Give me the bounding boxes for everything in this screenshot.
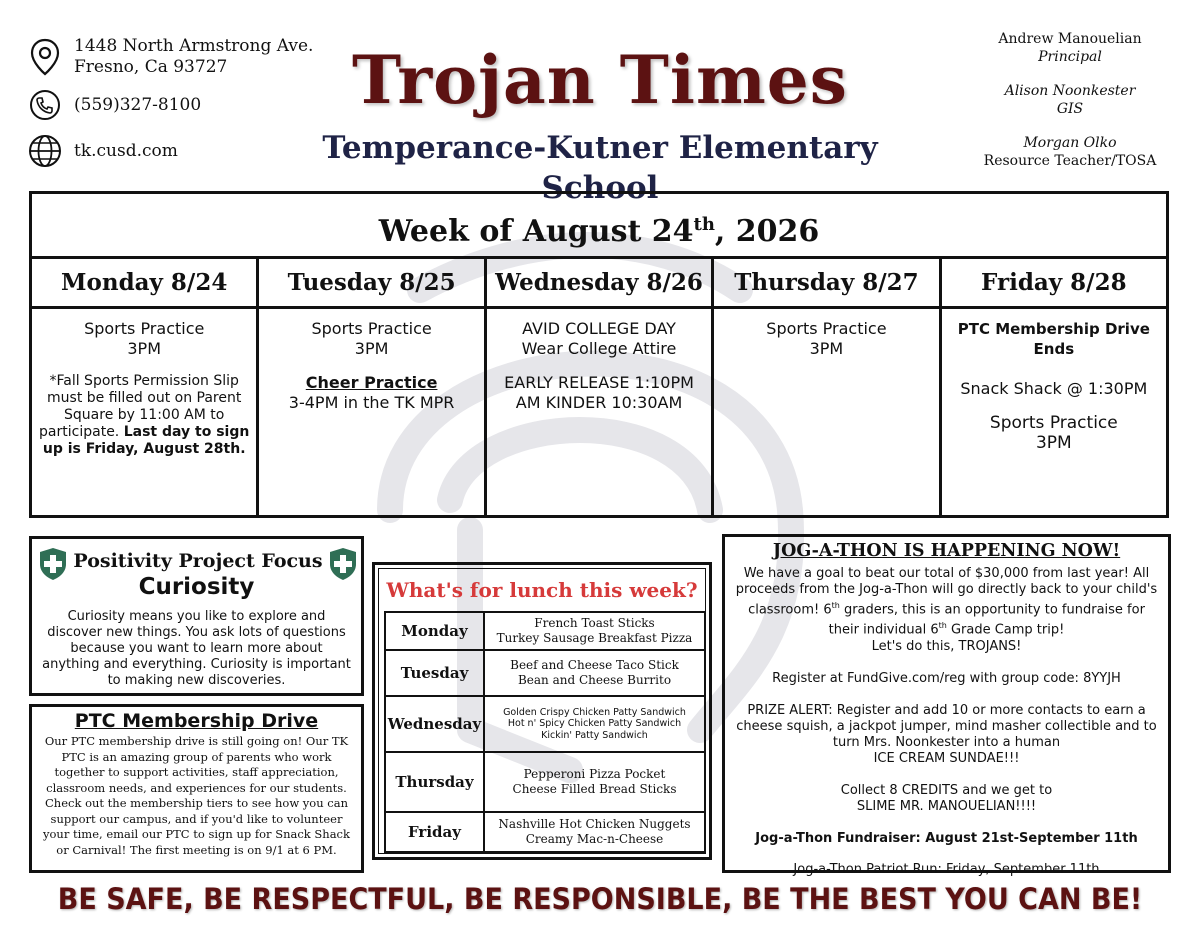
- lunch-day: Monday: [385, 612, 484, 650]
- week-calendar: [29, 191, 1169, 518]
- positivity-trait: Curiosity: [138, 574, 255, 600]
- lunch-item: Cheese Filled Bread Sticks: [512, 782, 677, 796]
- lunch-item: Hot n' Spicy Chicken Patty Sandwich: [507, 718, 682, 730]
- jog-p1-a: We have a goal to beat our total of $30,000 from last year! All proceeds from the Jog-a-Thon will go directly back to your child's classroom! 6: [735, 566, 1158, 618]
- lunch-items: [484, 696, 705, 752]
- phone-icon: [28, 88, 62, 122]
- phone-row: [28, 88, 201, 122]
- week-title: [32, 194, 1166, 259]
- lunch-item: French Toast Sticks: [534, 616, 655, 630]
- day-cell-tuesday: [259, 309, 486, 518]
- table-row: [385, 752, 705, 812]
- staff-name: Andrew Manouelian: [998, 31, 1142, 47]
- jog-credits-2: SLIME MR. MANOUELIAN!!!!: [856, 798, 1037, 814]
- jog-p1-sup: th: [938, 621, 947, 631]
- week-title-suffix: , 2026: [714, 214, 820, 249]
- day-cell-wednesday: [487, 309, 714, 518]
- jog-p1-c: Grade Camp trip!: [946, 622, 1065, 638]
- lunch-day: Wednesday: [385, 696, 484, 752]
- day-header-friday: Friday 8/28: [981, 269, 1127, 296]
- wednesday-line-4: AM KINDER 10:30AM: [515, 393, 683, 412]
- jog-register: Register at FundGive.com/reg with group code: 8YYJH: [772, 670, 1121, 686]
- positivity-project-box: [29, 536, 364, 696]
- table-row: [385, 696, 705, 752]
- address-line-2: Fresno, Ca 93727: [74, 57, 228, 77]
- friday-line-3: Sports Practice: [989, 413, 1118, 433]
- jog-patriot-run: Jog-a-Thon Patriot Run: Friday, September 11th: [793, 861, 1100, 877]
- jog-credits: Collect 8 CREDITS and we get to: [840, 782, 1053, 798]
- school-name: Temperance-Kutner Elementary School: [322, 130, 878, 206]
- monday-note-text: *Fall Sports Permission Slip must be filled out on Parent Square by 11:00 AM to participate.: [39, 373, 242, 440]
- lunch-items: [484, 812, 705, 852]
- globe-icon: [28, 134, 62, 168]
- staff-role: Resource Teacher/TOSA: [983, 153, 1157, 169]
- tuesday-event-title: Cheer Practice: [305, 373, 438, 392]
- tuesday-event-detail: 3-4PM in the TK MPR: [288, 393, 455, 412]
- table-row: [385, 612, 705, 650]
- jog-fundraiser-dates: Jog-a-Thon Fundraiser: August 21st-September 11th: [755, 830, 1138, 846]
- lunch-table: [384, 611, 706, 853]
- friday-line-2: Snack Shack @ 1:30PM: [960, 379, 1148, 398]
- lunch-item: Bean and Cheese Burrito: [517, 673, 672, 687]
- friday-line-1: PTC Membership Drive Ends: [957, 320, 1150, 358]
- lunch-heading: What's for lunch this week?: [386, 578, 698, 602]
- staff-role: Principal: [1038, 49, 1102, 65]
- positivity-body: Curiosity means you like to explore and discover new things. You ask lots of questions because you want to learn more about anything and everything. Curiosity is important to making new discoveries.: [42, 609, 351, 688]
- wednesday-line-3: EARLY RELEASE 1:10PM: [504, 373, 694, 392]
- lunch-item: Beef and Cheese Taco Stick: [510, 658, 679, 672]
- staff-list: [970, 30, 1170, 186]
- thursday-line-1: Sports Practice: [766, 319, 887, 338]
- day-header-wednesday: Wednesday 8/26: [487, 259, 714, 306]
- lunch-item: Creamy Mac-n-Cheese: [525, 832, 664, 846]
- jog-p1-d: Let's do this, TROJANS!: [871, 638, 1022, 654]
- lunch-day: Thursday: [385, 752, 484, 812]
- jog-heading: JOG-A-THON IS HAPPENING NOW!: [772, 541, 1121, 561]
- table-row: [385, 812, 705, 852]
- tuesday-line-1: Sports Practice: [311, 319, 432, 338]
- lunch-item: Kickin' Patty Sandwich: [541, 729, 648, 741]
- footer-motto: BE SAFE, BE RESPECTFUL, BE RESPONSIBLE, BE THE BEST YOU CAN BE!: [57, 882, 1143, 917]
- tuesday-line-2: 3PM: [354, 339, 389, 358]
- day-header-monday: Monday 8/24: [32, 259, 259, 306]
- monday-line-1: Sports Practice: [84, 319, 205, 338]
- table-row: [385, 650, 705, 696]
- day-header-thursday: Thursday 8/27: [714, 259, 941, 306]
- website-link[interactable]: tk.cusd.com: [74, 140, 178, 161]
- lunch-item: Pepperoni Pizza Pocket: [523, 767, 666, 781]
- friday-line-4: 3PM: [1035, 433, 1072, 453]
- lunch-day: Tuesday: [385, 650, 484, 696]
- lunch-menu-box: [372, 562, 712, 860]
- ptc-membership-box: [29, 704, 364, 873]
- website-row: [28, 134, 178, 168]
- staff-name: Morgan Olko: [1023, 135, 1117, 151]
- newsletter-title: Trojan Times: [352, 41, 848, 119]
- lunch-items: [484, 752, 705, 812]
- lunch-item: Golden Crispy Chicken Patty Sandwich: [503, 706, 686, 718]
- lunch-items: [484, 650, 705, 696]
- day-cell-monday: [32, 309, 259, 518]
- day-cell-friday: [942, 309, 1166, 518]
- lunch-items: [484, 612, 705, 650]
- jog-a-thon-box: [722, 534, 1171, 877]
- location-pin-icon: [28, 40, 62, 74]
- day-cell-row: [32, 309, 1166, 518]
- lunch-item: Nashville Hot Chicken Nuggets: [498, 817, 691, 831]
- ptc-heading: PTC Membership Drive: [74, 710, 319, 732]
- wednesday-line-1: AVID COLLEGE DAY: [522, 319, 676, 338]
- staff-name: Alison Noonkester: [1004, 83, 1136, 99]
- jog-p1-b: graders, this is an opportunity to fundraise for their individual 6: [828, 602, 1145, 638]
- monday-note-bold: Last day to sign up is Friday, August 28th.: [42, 424, 250, 457]
- week-title-sup: th: [693, 214, 715, 235]
- positivity-heading: Positivity Project Focus: [73, 550, 323, 572]
- jog-prize-alert: PRIZE ALERT: Register and add 10 or more contacts to earn a cheese squish, a jackpot jumper, mind masher collectible and to turn Mrs. Noonkester into a human: [736, 702, 1157, 750]
- jog-p1-sup: th: [831, 601, 840, 610]
- week-title-prefix: Week of August 24: [378, 214, 694, 249]
- address-line-1: 1448 North Armstrong Ave.: [74, 36, 314, 56]
- jog-prize-alert-2: ICE CREAM SUNDAE!!!: [873, 750, 1020, 766]
- day-header-row: [32, 259, 1166, 309]
- day-cell-thursday: [714, 309, 941, 518]
- staff-role: GIS: [1056, 101, 1084, 117]
- lunch-day: Friday: [385, 812, 484, 852]
- day-header-tuesday: Tuesday 8/25: [259, 259, 486, 306]
- thursday-line-2: 3PM: [809, 339, 844, 358]
- monday-line-2: 3PM: [127, 339, 162, 358]
- jog-paragraph-1: [731, 566, 1162, 639]
- lunch-item: Turkey Sausage Breakfast Pizza: [496, 631, 693, 645]
- phone-number: (559)327-8100: [74, 94, 202, 115]
- wednesday-line-2: Wear College Attire: [521, 339, 677, 358]
- ptc-body: Our PTC membership drive is still going on! Our TK PTC is an amazing group of parents who work together to support activities, staff appreciation, classroom needs, and experiences for our students. Check out the membership tiers to see how you can support our campus, and if you'd like to volunteer your time, email our PTC to sign up for Snack Shack or Carnival! The first meeting is on 9/1 at 6 PM.: [43, 734, 350, 857]
- monday-note: [38, 373, 250, 458]
